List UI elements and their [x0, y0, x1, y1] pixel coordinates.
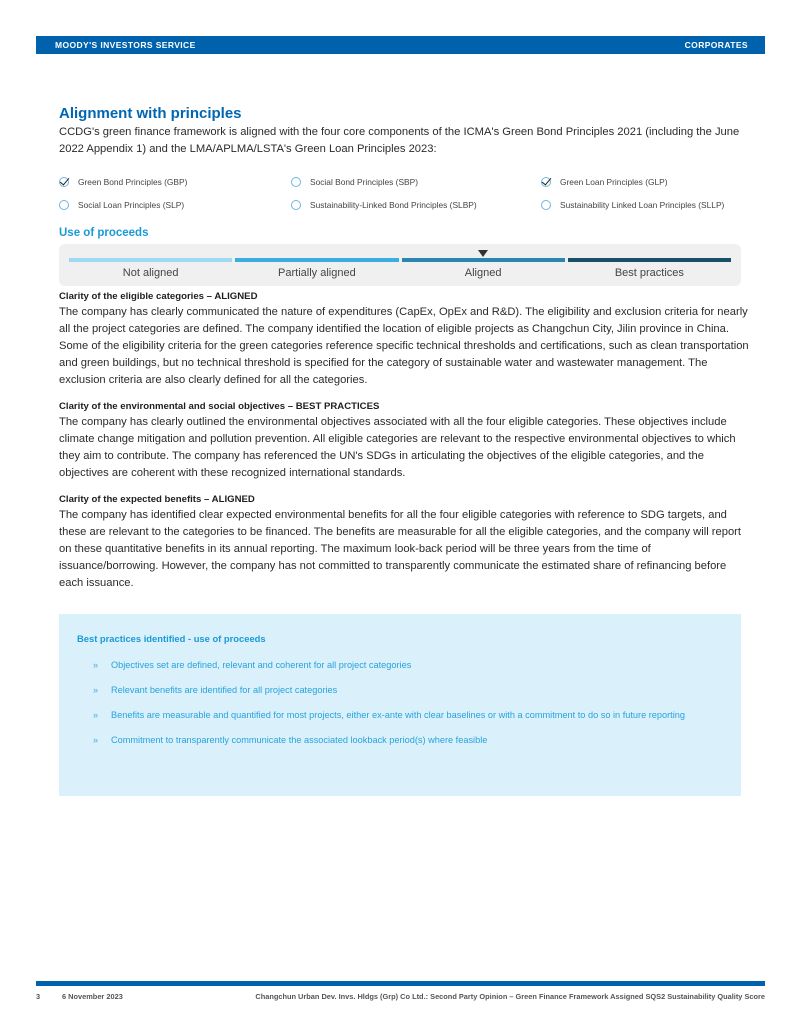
criterion-eligible-categories: [59, 290, 749, 389]
footer-bar: [36, 981, 765, 986]
criterion-body: The company has identified clear expected environmental benefits for all the four eligible categories with reference to SDG targets, and these are relevant to the categories to be financed. The benefits are measurable for all the eligible categories, and the company will report on these quantitative benefits in its annual reporting. The maximum look-back period will be three years from the time of issuance/borrowing. However, the company has not committed to transparently communicate the estimated share of refinancing before each issuance.: [59, 509, 742, 589]
principle-slbp: [291, 199, 541, 211]
scale-bar-best-practices: [568, 258, 731, 262]
principle-sllp: [541, 199, 749, 211]
publisher-name: MOODY'S INVESTORS SERVICE: [55, 40, 196, 50]
scale-labels: [69, 267, 731, 279]
criterion-heading: Clarity of the eligible categories – ALIGNED: [59, 291, 258, 302]
alignment-scale: [59, 244, 741, 286]
document-title: Changchun Urban Dev. Invs. Hldgs (Grp) Co Ltd.: Second Party Opinion – Green Finance Framework Assigned SQS2 Sustainability Quality Score: [255, 992, 765, 1001]
chevron-bullet-icon: »: [93, 660, 99, 670]
principle-label: Green Loan Principles (GLP): [560, 177, 668, 187]
publication-date: 6 November 2023: [62, 992, 123, 1001]
criterion-heading: Clarity of the environmental and social objectives – BEST PRACTICES: [59, 401, 380, 412]
list-item-text: Commitment to transparently communicate the associated lookback period(s) where feasible: [111, 735, 488, 745]
scale-label: Aligned: [464, 267, 502, 279]
selected-level-marker-icon: [478, 250, 488, 257]
scale-bars: [69, 258, 731, 262]
list-item-text: Objectives set are defined, relevant and coherent for all project categories: [111, 660, 412, 670]
empty-circle-icon: [59, 200, 69, 210]
principle-label: Sustainability Linked Loan Principles (SLLP): [560, 200, 725, 210]
list-item: [93, 683, 703, 697]
best-practices-title: Best practices identified - use of proceeds: [77, 633, 266, 644]
list-item-text: Benefits are measurable and quantified for most projects, either ex-ante with clear baselines or with a commitment to do so in future reporting: [111, 710, 685, 720]
scale-bar-not-aligned: [69, 258, 232, 262]
scale-label: Partially aligned: [278, 267, 356, 279]
criterion-heading: Clarity of the expected benefits – ALIGNED: [59, 494, 255, 505]
principle-label: Green Bond Principles (GBP): [78, 177, 188, 187]
empty-circle-icon: [541, 200, 551, 210]
scale-bar-aligned: [402, 258, 565, 262]
scale-label: Not aligned: [122, 267, 179, 279]
criterion-expected-benefits: [59, 493, 749, 592]
list-item-text: Relevant benefits are identified for all project categories: [111, 685, 338, 695]
empty-circle-icon: [291, 200, 301, 210]
scale-label: Best practices: [614, 267, 684, 279]
list-item: [93, 708, 703, 722]
checked-circle-icon: [59, 177, 69, 187]
principle-label: Sustainability-Linked Bond Principles (SLBP): [310, 200, 477, 210]
intro-paragraph: CCDG's green finance framework is aligned with the four core components of the ICMA's Green Bond Principles 2021 (including the June 2022 Appendix 1) and the LMA/APLMA/LSTA's Green Loan Principles 2023:: [59, 126, 740, 155]
principle-label: Social Bond Principles (SBP): [310, 177, 418, 187]
section-title: Alignment with principles: [59, 105, 242, 122]
subsection-title: Use of proceeds: [59, 227, 149, 239]
chevron-bullet-icon: »: [93, 735, 99, 745]
principle-glp: [541, 176, 749, 188]
section-name: CORPORATES: [684, 40, 748, 50]
criterion-body: The company has clearly communicated the nature of expenditures (CapEx, OpEx and R&D). The eligibility and exclusion criteria for nearly all the project categories are defined. The company identified the location of eligible projects as Changchun City, Jilin province in China. Some of the eligibility criteria for the green categories reference specific technical thresholds and certifications, such as clean transportation and green buildings, but no technical threshold is specified for the category of sustainable water and wastewater management. The exclusion criteria are also clearly defined for all the categories.: [59, 306, 749, 386]
page-footer: [36, 992, 765, 1001]
criterion-body: The company has clearly outlined the environmental objectives associated with all the four eligible categories. These objectives include climate change mitigation and pollution prevention. All eligible categories are relevant to the respective environmental objectives to which they aim to contribute. The company has referenced the UN's SDGs in articulating the objectives of the eligible categories, and the objectives are coherent with these recognized international standards.: [59, 416, 736, 479]
principle-slp: [59, 199, 291, 211]
list-item: [93, 658, 703, 672]
chevron-bullet-icon: »: [93, 685, 99, 695]
principle-label: Social Loan Principles (SLP): [78, 200, 185, 210]
chevron-bullet-icon: »: [93, 710, 99, 720]
principles-list: [59, 176, 749, 211]
criterion-objectives: [59, 400, 749, 482]
best-practices-list: [93, 658, 703, 758]
best-practices-box: [59, 614, 741, 796]
empty-circle-icon: [291, 177, 301, 187]
scale-bar-partially-aligned: [235, 258, 398, 262]
principle-gbp: [59, 176, 291, 188]
principle-sbp: [291, 176, 541, 188]
checked-circle-icon: [541, 177, 551, 187]
header-bar: [36, 36, 765, 54]
page-number: 3: [36, 992, 41, 1001]
list-item: [93, 733, 703, 747]
